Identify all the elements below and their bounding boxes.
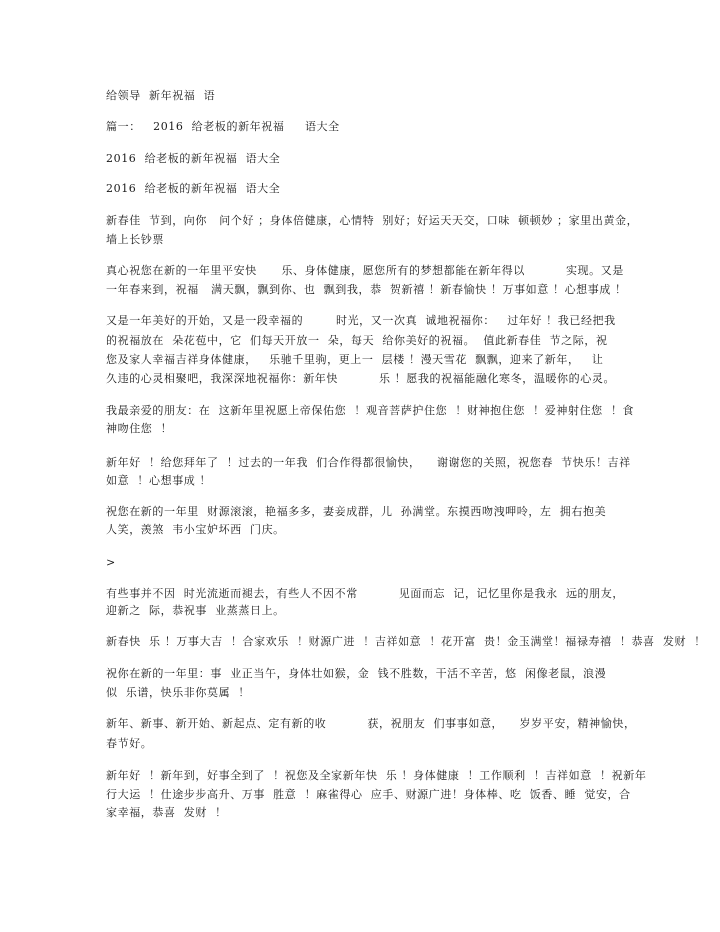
paragraph-line: 行大运 ！仕途步步高升、万事 胜意 ！麻雀得心 应手、财源广进！身体棒、吃 饭香、睡 觉安，合 [106,788,631,801]
paragraph-line: 新年好 ！新年到，好事全到了 ！祝您及全家新年快 乐 ！身体健康 ！工作顺利 ！吉祥如意 ！祝新年 [106,769,647,782]
paragraph-line: 您及家人幸福吉祥身体健康， 乐驰千里驹，更上一 层楼 ！漫天雪花 飘飘，迎来了新年， 让 [106,353,604,366]
section-heading: 篇一： 2016 给老板的新年祝福 语大全 [106,120,340,133]
paragraph-line: 祝您在新的一年里 财源滚滚，艳福多多，妻妾成群，儿 孙满堂。东摸西吻洩呷呤，左 拥右抱美 [106,505,607,518]
paragraph-line: 有些事并不因 时光流逝而褪去，有些人不因不常 见面而忘 记，记忆里你是我永 远的朋友， [106,587,624,600]
paragraph-line: 新年、新事、新开始、新起点、定有新的收 获，祝朋友 们事事如意， 岁岁平安，精神愉快， [106,717,636,730]
doc-title: 给领导 新年祝福 语 [106,89,216,102]
paragraph-line: 祝你在新的一年里：事 业正当午，身体壮如猴，金 钱不胜数，干活不辛苦，悠 闲像老鼠，浪漫 [106,667,607,680]
separator-mark: > [106,556,116,569]
paragraph-line: 神吻住您 ！ [106,422,173,435]
paragraph-line: 又是一年美好的开始，又是一段幸福的 时光，又一次真 诚地祝福你： 过年好 ！我已经把我 [106,314,616,327]
paragraph-line: 真心祝您在新的一年里平安快 乐、身体健康，愿您所有的梦想都能在新年得以 实现。又是 [106,264,624,277]
paragraph-line: 人笑，羡煞 韦小宝妒坏西 门庆。 [106,523,285,536]
paragraph-line: 新年好 ！给您拜年了 ！过去的一年我 们合作得都很愉快， 谢谢您的关照，祝您春 节快乐！吉祥 [106,456,631,469]
paragraph-line: 春节好。 [106,737,153,750]
paragraph-line: 新春快 乐 ！万事大吉 ！合家欢乐 ！财源广进 ！吉祥如意 ！花开富 贵！金玉满堂！福禄寿禧 ！恭喜 发财 ！ [106,635,706,648]
paragraph-line: 我最亲爱的朋友：在 这新年里祝愿上帝保佑您 ！观音菩萨护住您 ！财神抱住您 ！爱神射住您 ！食 [106,404,635,417]
paragraph-line: 一年春来到，祝福 满天飘，飘到你、也 飘到我，恭 贺新禧 ！新春愉快 ！万事如意 ！心想事成 ！ [106,283,627,296]
paragraph-line: 墙上长钞票 [106,233,164,246]
subheading: 2016 给老板的新年祝福 语大全 [106,182,281,195]
paragraph-line: 迎新之 际，恭祝事 业蒸蒸日上。 [106,604,285,617]
paragraph-line: 的祝福放在 朵花苞中，它 们每天开放一 朵，每天 给你美好的祝福。 值此新春佳 节之际，祝 [106,334,608,347]
paragraph-line: 家幸福，恭喜 发财 ！ [106,806,227,819]
paragraph-line: 似 乐谱，快乐非你莫属 ！ [106,686,250,699]
paragraph-line: 如意 ！心想事成 ！ [106,474,212,487]
paragraph-line: 久违的心灵相聚吧，我深深地祝福你：新年快 乐 ！愿我的祝福能融化寒冬，温暖你的心灵。 [106,372,616,385]
subheading: 2016 给老板的新年祝福 语大全 [106,152,281,165]
paragraph-line: 新春佳 节到，向你 问个好 ；身体倍健康，心情特 别好；好运天天交，口味 顿顿妙 ；家里出黄金， [106,214,639,227]
